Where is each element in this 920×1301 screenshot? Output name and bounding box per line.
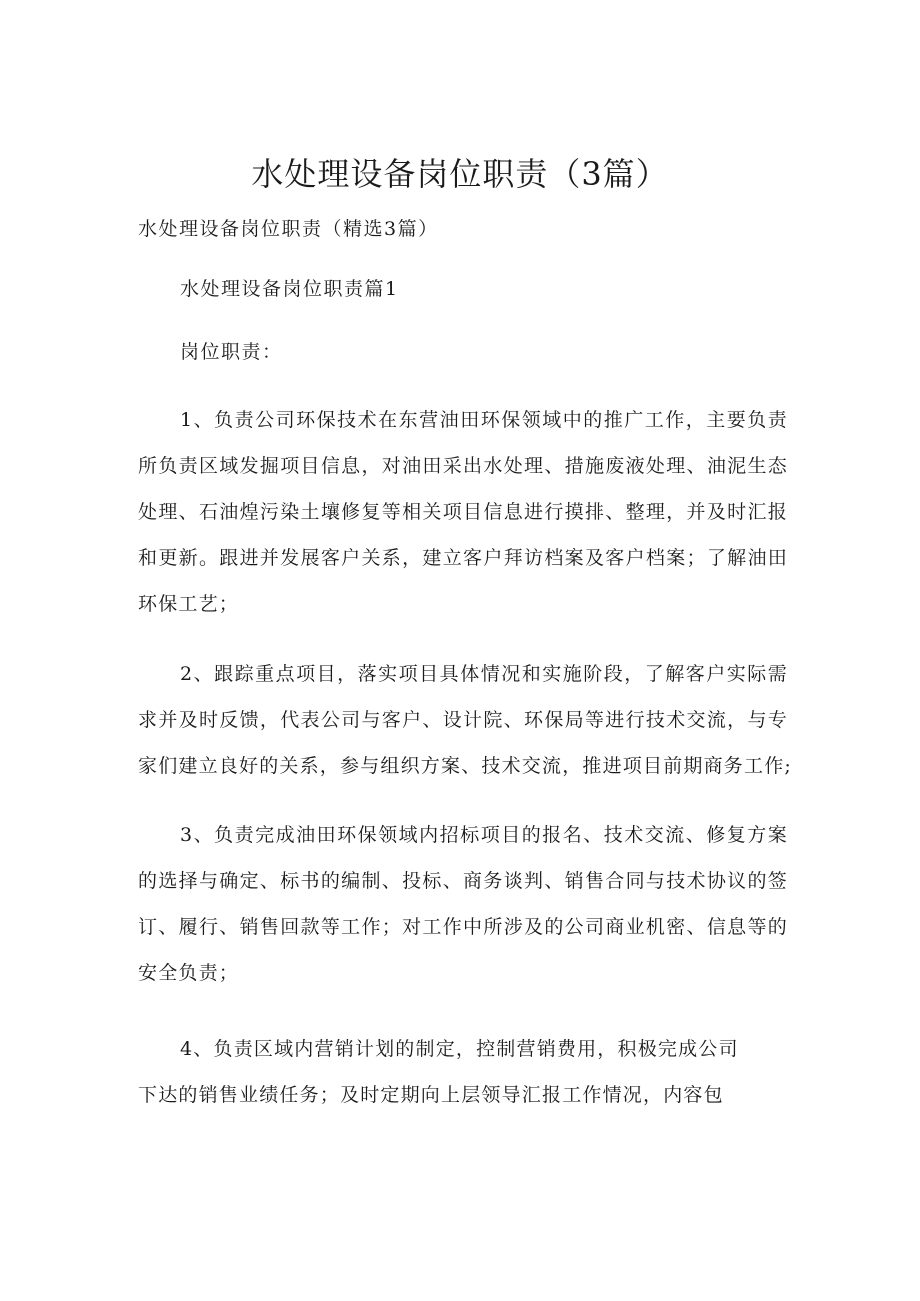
paragraph-line: 所负责区域发掘项目信息，对油田采出水处理、措施废液处理、油泥生态 [138, 455, 788, 477]
paragraph-line: 环保工艺； [138, 593, 240, 615]
duty-paragraph-1 [138, 397, 788, 627]
duties-label: 岗位职责： [180, 341, 283, 363]
paragraph-line: 下达的销售业绩任务；及时定期向上层领导汇报工作情况，内容包 [138, 1084, 724, 1106]
paragraph-line: 处理、石油煌污染土壤修复等相关项目信息进行摸排、整理，并及时汇报 [138, 501, 788, 523]
paragraph-line: 3、负责完成油田环保领域内招标项目的报名、技术交流、修复方案 [180, 824, 788, 846]
paragraph-line: 的选择与确定、标书的编制、投标、商务谈判、销售合同与技术协议的签 [138, 870, 788, 892]
paragraph-line: 4、负责区域内营销计划的制定，控制营销费用，积极完成公司 [180, 1038, 739, 1060]
section-heading: 水处理设备岗位职责篇1 [180, 278, 399, 300]
duty-paragraph-3 [138, 812, 788, 996]
paragraph-line: 订、履行、销售回款等工作；对工作中所涉及的公司商业机密、信息等的 [138, 916, 788, 938]
document-title: 水处理设备岗位职责（3篇） [251, 155, 669, 193]
duty-paragraph-2 [138, 651, 793, 789]
paragraph-line: 家们建立良好的关系，参与组织方案、技术交流，推进项目前期商务工作; [138, 755, 793, 777]
paragraph-line: 和更新。跟进并发展客户关系，建立客户拜访档案及客户档案；了解油田 [138, 547, 788, 569]
duty-paragraph-4 [138, 1026, 788, 1118]
paragraph-line: 1、负责公司环保技术在东营油田环保领域中的推广工作，主要负责 [180, 409, 788, 431]
paragraph-line: 2、跟踪重点项目，落实项目具体情况和实施阶段，了解客户实际需 [180, 663, 788, 685]
paragraph-line: 安全负责； [138, 962, 240, 984]
paragraph-line: 求并及时反馈，代表公司与客户、设计院、环保局等进行技术交流，与专 [138, 709, 788, 731]
document-subtitle: 水处理设备岗位职责（精选3篇） [138, 218, 439, 240]
